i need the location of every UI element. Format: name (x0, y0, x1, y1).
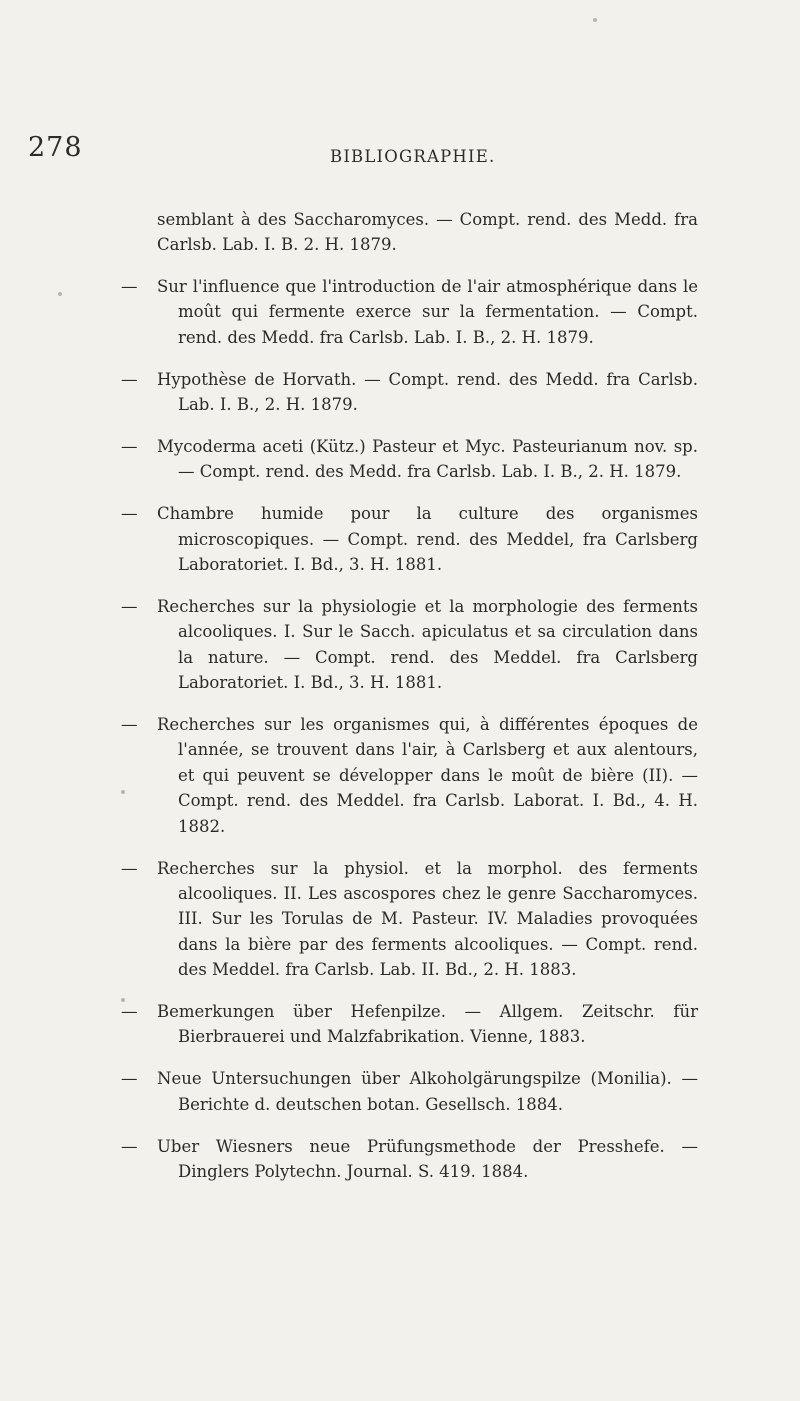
entry-dash: — (121, 596, 138, 616)
entry-dash: — (121, 436, 138, 456)
paper-speck (593, 18, 597, 22)
bibliography-entry (0, 594, 800, 696)
entry-text: Bemerkungen über Hefenpilze. — Allgem. Zeitschr. für Bierbrauerei und Malzfabrikation. Vienne, 1883. (157, 1002, 698, 1047)
entry-text: Neue Untersuchungen über Alkoholgärungspilze (Monilia). — Berichte d. deutschen botan. Gesellsch. 1884. (157, 1069, 698, 1114)
entry-dash: — (121, 504, 138, 524)
entry-dash: — (121, 1136, 138, 1156)
entry-text: Hypothèse de Horvath. — Compt. rend. des Medd. fra Carlsb. Lab. I. B., 2. H. 1879. (157, 369, 698, 414)
entry-text: semblant à des Saccharomyces. — Compt. rend. des Medd. fra Carlsb. Lab. I. B. 2. H. 1879. (157, 209, 698, 254)
entry-dash: — (121, 858, 138, 878)
bibliography-entry (0, 712, 800, 839)
entry-text: Recherches sur les organismes qui, à différentes époques de l'année, se trouvent dans l'air, à Carlsberg et aux alentours, et qui peuvent se développer dans le moût de bière (II). — Compt. rend. des Meddel. fra Carlsb. Laborat. I. Bd., 4. H. 1882. (157, 715, 698, 836)
entry-dash: — (121, 1069, 138, 1089)
entry-dash: — (121, 369, 138, 389)
bibliography-entry (0, 207, 800, 258)
entry-dash: — (121, 715, 138, 734)
bibliography-entry (0, 274, 800, 350)
entry-dash: — (121, 276, 138, 296)
bibliography-entry (0, 1134, 800, 1185)
bibliography-entry (0, 999, 800, 1050)
entry-text: Chambre humide pour la culture des organismes microscopiques. — Compt. rend. des Meddel, fra Carlsberg Laboratoriet. I. Bd., 3. H. 1881. (157, 504, 698, 574)
bibliography-entry (0, 856, 800, 983)
paper-speck (58, 292, 62, 296)
entry-text: Mycoderma aceti (Kütz.) Pasteur et Myc. Pasteurianum nov. sp. — Compt. rend. des Medd. fra Carlsb. Lab. I. B., 2. H. 1879. (157, 436, 698, 482)
entry-dash: — (121, 1002, 138, 1022)
entry-text: Recherches sur la physiol. et la morphol. des ferments alcooliques. II. Les ascospores chez le genre Saccharomyces. III. Sur les Torulas de M. Pasteur. IV. Maladies provoquées dans la bière par des ferments alcooliques. — Compt. rend. des Meddel. fra Carlsb. Lab. II. Bd., 2. H. 1883. (157, 858, 698, 980)
paper-speck (121, 998, 125, 1002)
paper-speck (121, 790, 125, 794)
entry-text: Recherches sur la physiologie et la morphologie des ferments alcooliques. I. Sur le Sacch. apiculatus et sa circulation dans la nature. — Compt. rend. des Meddel. fra Carlsberg Laboratoriet. I. Bd., 3. H. 1881. (157, 596, 698, 693)
page-number: 278 (28, 132, 83, 163)
bibliography-entry (0, 367, 800, 418)
bibliography-entry (0, 434, 800, 485)
entry-text: Sur l'influence que l'introduction de l'air atmosphérique dans le moût qui fermente exerce sur la fermentation. — Compt. rend. des Medd. fra Carlsb. Lab. I. B., 2. H. 1879. (157, 276, 698, 347)
bibliography-entry (0, 501, 800, 577)
entry-text: Uber Wiesners neue Prüfungsmethode der Presshefe. — Dinglers Polytechn. Journal. S. 419. 1884. (157, 1136, 698, 1182)
bibliography-list (0, 190, 800, 1201)
bibliography-entry (0, 1066, 800, 1117)
running-title: BIBLIOGRAPHIE. (330, 147, 496, 166)
